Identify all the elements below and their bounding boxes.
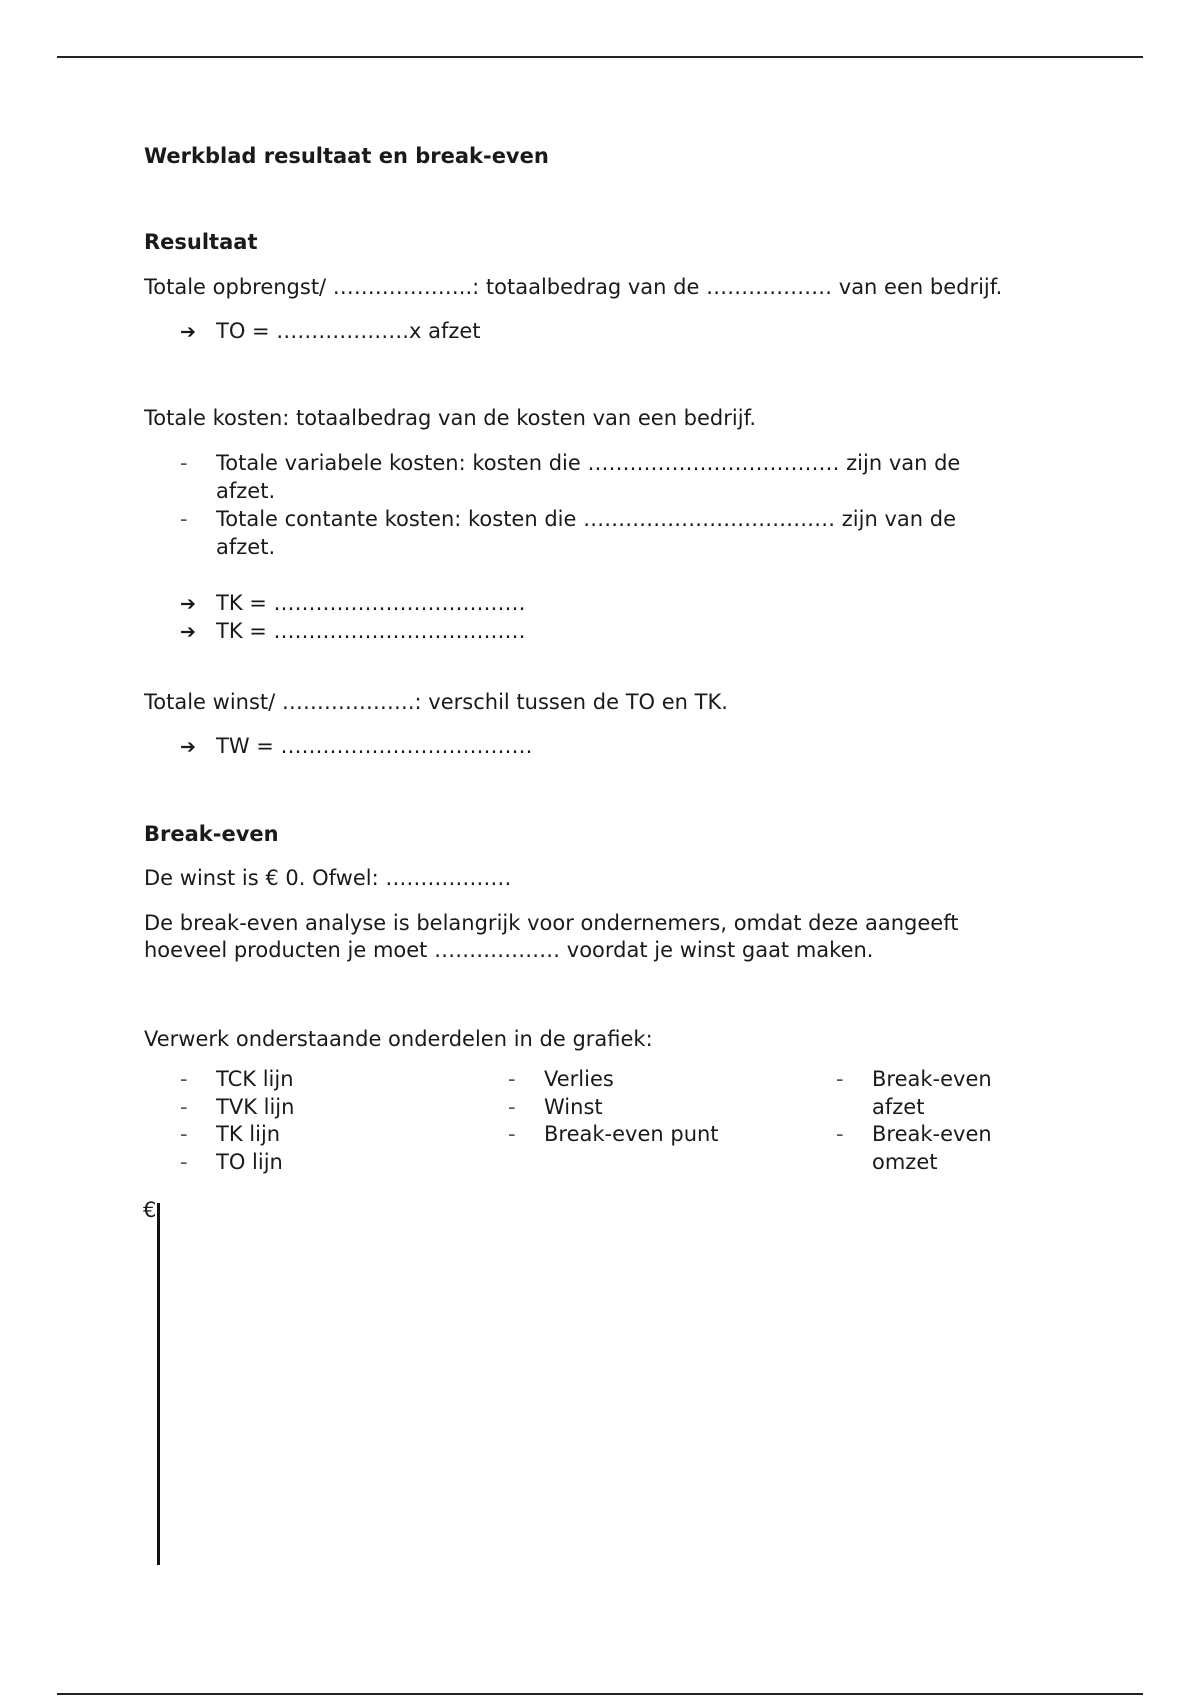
dash-bullet: - <box>180 1094 188 1119</box>
list-item-label: Break-even punt <box>544 1122 719 1146</box>
dash-bullet: - <box>836 1122 844 1146</box>
list-item-label: Break-even <box>872 1067 992 1091</box>
dash-bullet: - <box>508 1094 516 1119</box>
kosten-item-line: Totale contante kosten: kosten die ……………………………… zijn van de <box>216 507 956 531</box>
list-item <box>508 1066 719 1094</box>
list-item <box>836 1121 992 1149</box>
list-item <box>180 449 960 477</box>
analyse-line-continuation: hoeveel producten je moet ……………… voordat je winst gaat maken. <box>144 938 874 962</box>
winst-definition: Totale winst/ ……………….: verschil tussen de TO en TK. <box>144 690 728 714</box>
kosten-item-continuation: afzet. <box>216 479 276 503</box>
tw-formula-line <box>180 732 533 761</box>
winst-nul-line: De winst is € 0. Ofwel: ……………… <box>144 866 512 890</box>
section-heading-resultaat: Resultaat <box>144 230 258 254</box>
onderdelen-column-1 <box>180 1066 294 1176</box>
list-item <box>508 1094 719 1122</box>
list-item-label: Verlies <box>544 1067 614 1091</box>
dash-bullet: - <box>180 1067 188 1091</box>
list-item <box>180 1066 294 1094</box>
list-item <box>180 1121 294 1149</box>
kosten-item-continuation: afzet. <box>216 535 276 559</box>
arrow-icon: ➔ <box>180 621 196 643</box>
list-item-label: Winst <box>544 1094 603 1119</box>
dash-bullet: - <box>180 451 188 475</box>
list-item <box>180 1149 294 1177</box>
graph-y-axis <box>157 1203 160 1565</box>
list-item <box>508 1121 719 1149</box>
header-rule <box>57 56 1143 58</box>
footer-rule <box>57 1693 1143 1695</box>
verwerk-instruction: Verwerk onderstaande onderdelen in de grafiek: <box>144 1027 653 1051</box>
section-heading-break-even: Break-even <box>144 822 279 846</box>
arrow-icon: ➔ <box>180 321 196 343</box>
to-formula: TO = ……………….x afzet <box>216 319 481 343</box>
opbrengst-definition: Totale opbrengst/ ………………..: totaalbedrag van de ……………… van een bedrijf. <box>144 275 1003 299</box>
dash-bullet: - <box>180 1149 188 1174</box>
list-item-continuation <box>836 1094 992 1122</box>
dash-bullet: - <box>508 1067 516 1091</box>
dash-bullet: - <box>508 1122 516 1146</box>
list-item-continuation <box>836 1149 992 1177</box>
list-item-label: TVK lijn <box>216 1094 295 1119</box>
page-title: Werkblad resultaat en break-even <box>144 144 549 168</box>
y-axis-euro-label: € <box>143 1198 157 1222</box>
list-item <box>180 1094 294 1122</box>
list-item-label: omzet <box>872 1149 938 1174</box>
to-formula-line <box>180 317 481 346</box>
list-item <box>180 505 956 533</box>
arrow-icon: ➔ <box>180 593 196 615</box>
analyse-line: De break-even analyse is belangrijk voor ondernemers, omdat deze aangeeft <box>144 911 959 935</box>
list-item-label: afzet <box>872 1094 925 1119</box>
list-item-label: TO lijn <box>216 1149 283 1174</box>
dash-bullet: - <box>836 1067 844 1091</box>
list-item-label: Break-even <box>872 1122 992 1146</box>
tw-formula: TW = ……………………………… <box>216 734 533 758</box>
tk-formula: TK = ……………………………… <box>216 591 526 615</box>
tk-formula-line <box>180 617 526 646</box>
arrow-icon: ➔ <box>180 736 196 758</box>
list-item <box>836 1066 992 1094</box>
dash-bullet: - <box>180 507 188 531</box>
tk-formula: TK = ……………………………… <box>216 619 526 643</box>
dash-bullet: - <box>180 1122 188 1146</box>
list-item-label: TK lijn <box>216 1122 281 1146</box>
tk-formula-line <box>180 589 526 618</box>
onderdelen-column-2 <box>508 1066 719 1149</box>
onderdelen-column-3 <box>836 1066 992 1176</box>
kosten-item-line: Totale variabele kosten: kosten die ……………………………… zijn van de <box>216 451 961 475</box>
kosten-definition: Totale kosten: totaalbedrag van de kosten van een bedrijf. <box>144 406 757 430</box>
list-item-label: TCK lijn <box>216 1067 294 1091</box>
